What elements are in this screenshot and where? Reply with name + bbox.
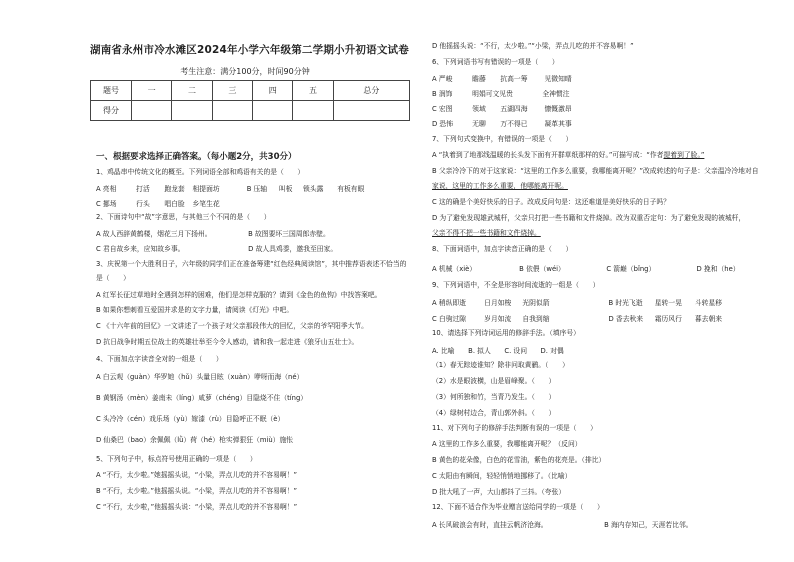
question-2-options-row <box>96 243 337 253</box>
option[interactable]: D 挽和（he） <box>696 265 740 273</box>
score-cell[interactable] <box>293 101 333 121</box>
score-cell[interactable] <box>172 101 212 121</box>
question-10-item[interactable]: （2）水是眼波横，山是眉峰聚。（ ） <box>432 377 556 385</box>
question-6-options-row <box>432 103 572 113</box>
option[interactable]: B 润饰 <box>432 90 453 98</box>
exam-notice: 考生注意：满分100分，时间90分钟 <box>180 67 310 76</box>
option: 无聊 <box>472 120 486 128</box>
option: B. 拟人 <box>468 347 491 355</box>
score-table <box>90 80 410 121</box>
question-4: 4、下面加点字读音全对的一组是（ ） <box>96 355 223 363</box>
score-header-cell: 一 <box>132 81 172 101</box>
question-10-item[interactable]: （1）春无踪迹谁知？除非问取黄鹂。（ ） <box>432 361 569 369</box>
option[interactable]: B 故图要坏三国周郎赤壁。 <box>248 230 330 238</box>
option: 打活 <box>136 185 150 193</box>
option: 见微知晴 <box>544 75 572 83</box>
question-11: 11、对下列句子的修辞手法判断有误的一项是（ ） <box>432 424 597 432</box>
question-12-options-row <box>432 519 693 529</box>
question-3-option-b[interactable]: B 如果你想刺看互爱国并求是的文字力量，请阅读《灯光》中吧。 <box>96 306 294 314</box>
option: 明娟可文见贵 <box>472 90 513 98</box>
option: 自我到缩 <box>522 315 550 323</box>
question-2-options-row <box>96 228 330 238</box>
option[interactable]: B 时光飞逝 <box>608 299 643 307</box>
score-header-cell: 总分 <box>333 81 409 101</box>
option[interactable]: D 恐怖 <box>432 120 453 128</box>
score-header-cell: 四 <box>253 81 293 101</box>
question-8-options-row <box>432 263 740 273</box>
option: 岁月如流 <box>484 315 512 323</box>
question-6-options-row <box>432 118 572 128</box>
option: 慷慨激昂 <box>544 105 572 113</box>
option[interactable]: C 君自故乡来，应知故乡事。 <box>96 245 185 253</box>
score-row-label: 得分 <box>91 101 132 121</box>
option: 暮去朝来 <box>694 315 723 323</box>
option[interactable]: C 白驹过隙 <box>432 315 467 323</box>
exam-title: 湖南省永州市冷水滩区2024年小学六年级第二学期小升初语文试卷 <box>90 44 409 56</box>
question-3-option-a[interactable]: A 红军长征过草地时全遇到怎样的困难，他们是怎样克服的？请到《金色的鱼钩》中找答案吧。 <box>96 291 382 299</box>
option[interactable]: B 依偎（wéi） <box>519 265 565 273</box>
option: A. 比喻 <box>432 347 455 355</box>
option: 凝革其事 <box>544 120 572 128</box>
question-3-option-d[interactable]: D 抗日战争时期五位战士的英雄壮举至今令人感动，请和我一起走进《狼牙山五壮士》。 <box>96 338 359 346</box>
question-9: 9、下列词语中，不全是形容时间流逝的一组是（ ） <box>432 281 600 289</box>
question-5: 5、下列句子中，标点符号使用正确的一项是（ ） <box>96 455 257 463</box>
option: 日月如梭 <box>484 299 512 307</box>
question-4-option-c[interactable]: C 头冷冷（cén）戏乐场（yù）嫁漆（rù）目隐呼正不眠（è） <box>96 415 285 423</box>
option: D. 对偶 <box>540 347 564 355</box>
question-1-options-row <box>96 183 364 193</box>
section-heading: 一、根据要求选择正确答案。（每小题2分，共30分） <box>96 152 297 162</box>
score-table-score-row <box>91 101 410 121</box>
score-header-cell: 三 <box>212 81 252 101</box>
score-cell[interactable] <box>132 101 172 121</box>
option: 抗高一筹 <box>500 75 528 83</box>
option[interactable]: A 稍纵即逝 <box>432 299 466 307</box>
option[interactable]: A 机械（xiè） <box>432 265 477 273</box>
question-3-option-c[interactable]: C 《十六年前的回忆》一文讲述了一个孩子对父亲那段伟大的回忆，父亲的爷罕阳季大节。 <box>96 322 368 330</box>
question-3-cont: 是（ ） <box>96 274 130 282</box>
question-8: 8、下面词语中，加点字读音正确的是（ ） <box>432 245 573 253</box>
option: 万不得已 <box>500 120 528 128</box>
question-4-option-b[interactable]: B 黄钢汤（mèn）姜南未（líng）咸萝（chéng）目隐烧不住（tíng） <box>96 394 308 402</box>
question-5-option-c[interactable]: C “不行，太少啦，”他摇摇头说：“小梁，弄点儿吃的并不容易啊！” <box>96 503 298 511</box>
option[interactable]: D 故人具鸡黍，邀我至田家。 <box>248 245 338 253</box>
option: 跑龙套 <box>164 185 185 193</box>
option[interactable]: A 严峻 <box>432 75 453 83</box>
option: 星转一晃 <box>654 299 682 307</box>
question-6-options-row <box>432 73 572 83</box>
option[interactable]: A 亮相 <box>96 185 117 193</box>
question-7-option-b[interactable]: B 父亲冷冷下的对于这家说：“这里的工作多么重要，我哪能离开呢？”改成转述的句子是：父亲温冷冷地对自 <box>432 167 759 175</box>
option-text: A “执着到了地那线温暖的长头发下面有开群草纸那样的好。”可描写成：“作者 <box>432 151 664 159</box>
option[interactable]: A 故人西辞黄鹤楼，烟花三月下扬州。 <box>96 230 212 238</box>
question-7-option-a[interactable] <box>432 151 704 160</box>
question-9-options-row <box>432 297 722 307</box>
question-11-option-b[interactable]: B 黄色的花朵像，白色的花雪油，紫色的花亮是。（排比） <box>432 456 606 464</box>
option: 领域 <box>472 105 486 113</box>
question-9-options-row <box>432 313 722 323</box>
question-10-item[interactable]: （3）何所独和竹，当青乃发生。（ ） <box>432 393 556 401</box>
option[interactable]: C 箭巅（bǐng） <box>606 265 656 273</box>
question-7: 7、下列句式变换中，有错误的一项是（ ） <box>432 135 573 143</box>
question-1: 1、鸡晶串中传统文化的概至。下列词语全部和鸡语有关的是（ ） <box>96 168 305 176</box>
score-header-cell: 题号 <box>91 81 132 101</box>
option[interactable]: B 海内存知己，天涯若比邻。 <box>604 521 693 529</box>
question-11-option-c[interactable]: C 太阳由有瞬间，轻轻悄悄地挪移了。（比喻） <box>432 472 572 480</box>
option: 有板有眼 <box>337 185 365 193</box>
question-3: 3、庆祝第一个大胜利日子，六年级的同学们正在准备筹建“红色经典阅读馆”，其中推荐语表述不恰当的 <box>96 260 407 268</box>
option: 斗转星移 <box>694 299 723 307</box>
option: 相提面坊 <box>192 185 220 193</box>
question-11-option-a[interactable]: A 这里的工作多么重要，我哪能离开呢？（反问） <box>432 440 582 448</box>
option: 唱白脸 <box>164 200 185 208</box>
option[interactable]: D 香去秋来 <box>608 315 644 323</box>
option: 五湖四海 <box>500 105 528 113</box>
question-11-option-d[interactable]: D 批大吼了一声，大山都抖了三抖。（夸张） <box>432 488 566 496</box>
question-4-option-d[interactable]: D 仙桑巴（bao）余佩佩（lǜ）荷（hé）枪实弹狠狂（miù）施怅 <box>96 436 294 444</box>
question-5-option-d[interactable]: D 他摇摇头说：“不行，太少啦。”“小梁，弄点儿吃的并不容易啊！” <box>432 42 634 50</box>
option: 霜历风行 <box>654 315 682 323</box>
score-cell[interactable] <box>212 101 252 121</box>
question-7-option-d-cont: 父亲不得不把一些书籍和文件烧掉。 <box>432 229 541 237</box>
question-7-option-d[interactable]: D 为了避免发现雄武城杆，父亲只打把一些书籍和文件烧掉。改为双重否定句：为了避免发现的被城杆， <box>432 214 746 222</box>
option[interactable]: A 长风破浪会有时，直挂云帆济沧海。 <box>432 521 548 529</box>
question-12: 12、下面不适合作为毕业赠言送给同学的一项是（ ） <box>432 503 604 511</box>
score-header-cell: 二 <box>172 81 212 101</box>
option: C. 设问 <box>504 347 528 355</box>
question-6-options-row <box>432 88 570 98</box>
question-10: 10、请选择下列诗词运用的修辞手法。（填序号） <box>432 329 580 337</box>
question-6: 6、下列词语书写有错误的一项是（ ） <box>432 58 559 66</box>
option: 叫板 <box>278 185 293 193</box>
option[interactable]: C 挪场 <box>96 200 117 208</box>
question-7-option-c[interactable]: C 这的确是个美好快乐的日子。改成反问句是：这还难道是美好快乐的日子吗？ <box>432 198 670 206</box>
question-1-options-row <box>96 198 220 208</box>
option: 行头 <box>136 200 150 208</box>
option: 全神惯注 <box>542 90 570 98</box>
option: 乡笔生花 <box>192 200 220 208</box>
option: 瞻藤 <box>472 75 486 83</box>
question-7-option-b-cont: 家说，这里的工作多么重要，他哪能离开呢。 <box>432 182 568 190</box>
score-cell[interactable] <box>333 101 409 121</box>
option[interactable]: B 压轴 <box>246 185 268 193</box>
question-2: 2、下面诗句中“故”字意思，与其他三个不同的是（ ） <box>96 213 271 221</box>
question-5-option-b[interactable]: B “不行，太少啦。”他摇摇头说。“小梁，弄点儿吃的并不容易啊！” <box>96 487 298 495</box>
score-header-cell: 五 <box>293 81 333 101</box>
question-10-options-row <box>432 345 564 355</box>
underlined-text: 提着到了脸。” <box>663 151 705 159</box>
option: 光阴似箭 <box>522 299 550 307</box>
question-4-option-a[interactable]: A 白云观（guàn）华罗她（hǔ）头量目眩（xuàn）咿呀而海（né） <box>96 373 304 381</box>
score-table-header-row <box>91 81 410 101</box>
question-10-item[interactable]: （4）绿树村边合，青山郭外斜。（ ） <box>432 409 556 417</box>
option[interactable]: C 宏图 <box>432 105 453 113</box>
option: 锁头露 <box>303 185 324 193</box>
score-cell[interactable] <box>253 101 293 121</box>
question-5-option-a[interactable]: A “不行，太少啦。”她摇摇头说，“小梁，弄点儿吃的并不容易啊！” <box>96 471 298 479</box>
